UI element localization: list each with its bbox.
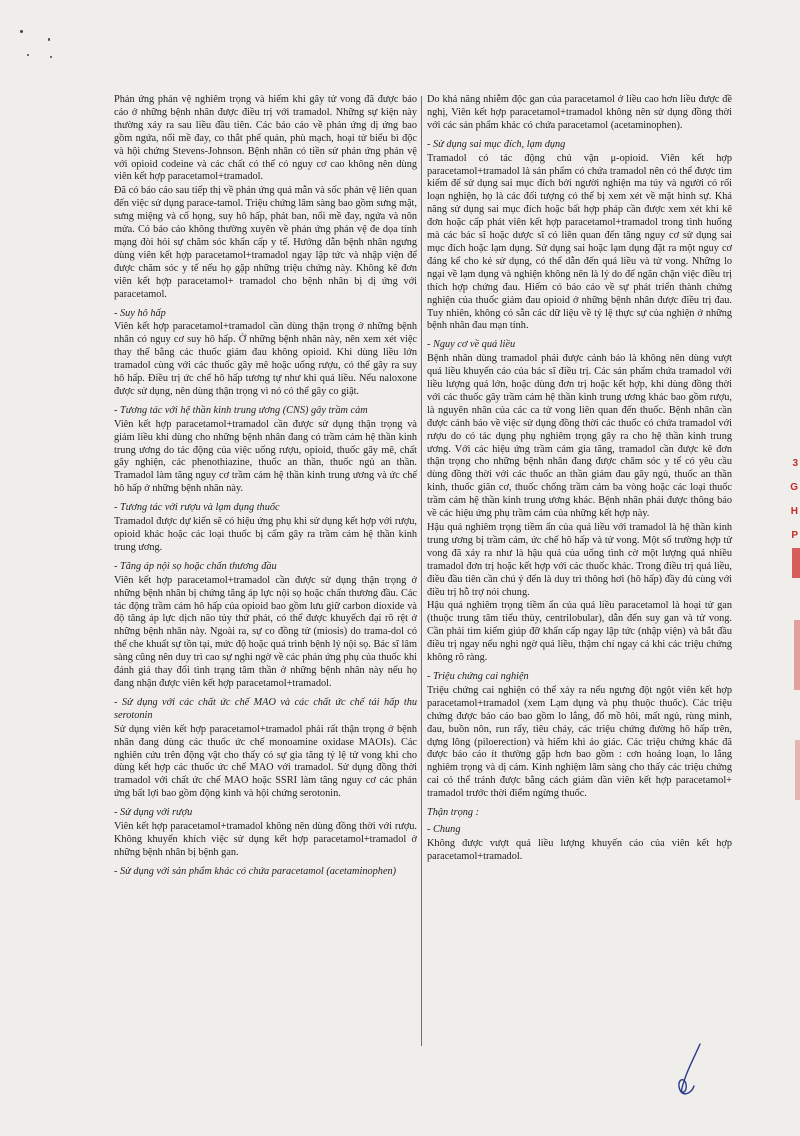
- section-heading: - Sử dụng với các chất ức chế MAO và các chất ức chế tái hấp thu serotonin: [114, 696, 417, 721]
- section-heading: - Nguy cơ về quá liều: [427, 339, 516, 351]
- paragraph: Sử dụng viên kết hợp paracetamol+tramadol phải rất thận trọng ở bệnh nhân đang dùng các thuốc ức chế monoamine oxidase MAOIs). Các nghiên cứu trên động vật cho thấy có sự gia tăng tỷ lệ tử vong khi cho dùng kết hợp các thuốc ức chế MAO với tramadol. Sử dụng đồng thời tramadol với chất ức chế MAO hoặc SSRI làm tăng nguy cơ các phản ứng bất lợi bao gồm động kinh và hội chứng serotonin.: [114, 723, 417, 800]
- section-heading: - Tương tác với rượu và lạm dụng thuốc: [114, 502, 280, 514]
- left-text-column: [114, 94, 417, 880]
- section-heading: Thận trọng :: [427, 807, 480, 819]
- paragraph: Đã có báo cáo sau tiếp thị về phản ứng quá mẫn và sốc phản vệ liên quan đến việc sử dụng parace-tamol. Triệu chứng lâm sàng bao gồm sưng mặt, sưng miệng và cổ họng, suy hô hấp, phát ban, nổi mề đay, ngứa và nôn mửa. Có báo cáo không thường xuyên về phản ứng phản vệ đe dọa tính mạng đòi hỏi sự chăm sóc khẩn cấp y tế. Hướng dẫn bệnh nhân ngưng dùng viên kết hợp paracetamol+tramadol ngay lập tức và nhập viện để được chăm sóc y tế nếu họ gặp những triệu chứng này. Không kê đơn viên kết hợp paracetamol+ tramadol cho bệnh nhân bị dị ứng với paracetamol.: [114, 185, 417, 300]
- paragraph: Hậu quả nghiêm trọng tiềm ẩn của quá liều với tramadol là hệ thần kinh trung ương bị trầm cảm, ức chế hô hấp và tử vong. Một số trường hợp tử vong đã xảy ra như là hậu quả của uống tình cờ một lượng quá nhiều tramadol đơn trị hoặc kết hợp với các thuốc khác. Trong điều trị quá liều, điều đầu tiên cần chú ý đến là duy trì thông hơi (hô hấp) đầy đủ cùng với điều trị hỗ trợ nói chung.: [427, 522, 732, 598]
- sub-heading: - Chung: [427, 823, 461, 835]
- paragraph: Phản ứng phản vệ nghiêm trọng và hiếm khi gây tử vong đã được báo cáo ở những bệnh nhân được điều trị với tramadol. Những sự kiện này thường xảy ra sau liều đầu tiên. Các báo cáo về phản ứng dị ứng bao gồm ngứa, nổi mề đay, co thắt phế quản, phù mạch, hoại tử biểu bì độc và hội chứng Stevens-Johnson. Bệnh nhân có tiền sử phản ứng phản vệ với opioid codeine và các chất có thể có nguy cơ cao không nên dùng viên kết hợp paracetamol+tramadol.: [114, 94, 417, 183]
- section-heading: - Sử dụng sai mục đích, lạm dụng: [427, 138, 566, 150]
- section-heading: - Sử dụng với sản phẩm khác có chứa paracetamol (acetaminophen): [114, 865, 397, 877]
- red-stamp-edge: [786, 440, 800, 840]
- section-heading: - Sử dụng với rượu: [114, 807, 193, 819]
- paragraph: Tramadol có tác động chủ vận μ-opioid. Viên kết hợp paracetamol+tramadol là sản phẩm có chứa tramadol nên có thể được tìm kiếm để sử dụng sai mục đích bởi người nghiện ma túy và người có rối loạn nghiện, họ là các đối tượng có thể bị xem xét về mặt hình sự. Khả năng sử dụng sai mục đích hoặc bất hợp pháp cần được xem xét khi kê đơn hoặc cấp phát viên kết hợp paracetamol+tramadol trong tình huống mà các bác sĩ hoặc dược sĩ có liên quan đến tăng nguy cơ sử dụng sai mục đích hoặc lạm dụng. Sử dụng sai hoặc lạm dụng đặt ra một nguy cơ đáng kể cho kẻ sử dụng, có thể dẫn đến quá liều và tử vong. Những lo ngại về lạm dụng và nghiện không nên là lý do để ngăn chặn việc điều trị thích hợp chứng đau. Hiếm có báo cáo về sự phát triển thành chứng nghiện của thuốc giảm đau opioid ở những bệnh nhân được điều trị đau. Tuy nhiên, không có sẵn các dữ liệu về tỷ lệ thực sự của nghiện ở những bệnh nhân đau mạn tính.: [427, 152, 732, 332]
- paragraph: Viên kết hợp paracetamol+tramadol cần được sử dụng thận trọng ở những bệnh nhân bị chứng tăng áp lực nội sọ hoặc chấn thương đầu. Các tác động trầm cảm hô hấp của opioid bao gồm lưu giữ carbon dioxide và độ tăng áp lực dịch não tủy thứ phát, có thể được khuyếch đại rõ rệt ở những bệnh nhân này. Ngoài ra, sự co đồng tử (miosis) do trama-dol có thể che khuất sự tồn tại, mức độ hoặc quá trình bệnh lý nội sọ. Bác sĩ lâm sàng cũng nên duy trì cao sự nghi ngờ về các phản ứng phụ của thuốc khi đánh giá thay đổi tình trạng tâm thần ở những bệnh nhân này nếu họ đang nhận được viên kết hợp paracetamol+tramadol.: [114, 574, 417, 689]
- paragraph: Hậu quả nghiêm trọng tiềm ẩn của quá liều paracetamol là hoại tử gan (thuộc trung tâm tiểu thùy, centrilobular), dẫn đến suy gan và tử vong. Cần phải tìm kiếm giúp đỡ khẩn cấp ngay lập tức (nhập viện) và bắt đầu điều trị ngay nếu nghi ngờ quá liều, thậm chí ngay cả khi các triệu chứng không rõ ràng.: [427, 600, 732, 664]
- section-heading: - Tương tác với hệ thần kinh trung ương (CNS) gây trầm cảm: [114, 404, 368, 416]
- paragraph: Viên kết hợp paracetamol+tramadol không nên dùng đồng thời với rượu. Không khuyến khích việc sử dụng kết hợp paracetamol+tramadol ở những bệnh nhân bị bệnh gan.: [114, 821, 417, 858]
- section-heading: - Triệu chứng cai nghiện: [427, 670, 529, 682]
- section-heading: - Suy hô hấp: [114, 307, 166, 319]
- section-heading: - Tăng áp nội sọ hoặc chấn thương đầu: [114, 560, 277, 572]
- scan-speck: [50, 56, 52, 58]
- edge-mark: G: [790, 482, 798, 493]
- paragraph: Bệnh nhân dùng tramadol phải được cảnh báo là không nên dùng vượt quá liều khuyến cáo của bác sĩ điều trị. Các sản phẩm chứa tramadol với liều lượng quá lớn, hoặc dùng đơn trị hoặc kết hợp, khi dùng đồng thời với các thuốc gây trầm cảm hệ thần kinh trung ương khác bao gồm rượu, là nguyên nhân của các ca tử vong liên quan đến thuốc. Bệnh nhân cần được cảnh báo về việc sử dụng đồng thời các thuốc có chứa tramadol với rượu do có tác dụng phụ nghiêm trọng gây ra cho hệ thần kinh trung ương. Với các hiệu ứng trầm cảm gia tăng, tramadol cần được kê đơn thận trọng cho những bệnh nhân đang được chăm sóc y tế có yêu cầu dùng đồng thời với các thuốc an thần giảm đau gây ngủ, thuốc an thần kinh, thuốc giãn cơ, thuốc chống trầm cảm ba vòng hoặc các loại thuốc trầm cảm hệ thần kinh trung ương khác. Bệnh nhân phải được thông báo về các hiệu ứng phụ trầm cảm của những kết hợp này.: [427, 353, 732, 520]
- paragraph: Viên kết hợp paracetamol+tramadol cần được sử dụng thận trọng và giảm liều khi dùng cho những bệnh nhân đang có trầm cảm hệ thần kinh trung ương do tác động của việc uống rượu, opioid, thuốc gây mê, chất gây nghiện, các phenothiazine, thuốc an thần, thuốc ngủ an thần. Tramadol làm tăng nguy cơ trầm cảm hệ thần kinh trung ương và ức chế hô hấp ở những bệnh nhân này.: [114, 418, 417, 495]
- stamp-fragment: [794, 620, 800, 690]
- right-text-column: [427, 94, 732, 865]
- stamp-fragment: [795, 740, 800, 800]
- scan-speck: [20, 30, 23, 33]
- column-divider: [421, 96, 422, 1046]
- paragraph: Không được vượt quá liều lượng khuyến cáo của viên kết hợp paracetamol+tramadol.: [427, 837, 732, 862]
- stamp-fragment: [792, 548, 800, 578]
- scan-speck: [48, 38, 50, 41]
- edge-mark: 3: [792, 458, 798, 469]
- scan-speck: [27, 54, 29, 56]
- paragraph: Viên kết hợp paracetamol+tramadol cần dùng thận trọng ở những bệnh nhân có nguy cơ suy hô hấp. Ở những bệnh nhân này, nên xem xét việc thay thế bằng các thuốc giảm đau không opioid. Khi dùng liều lớn tramadol cùng với các thuốc gây mê hoặc uống rượu, có thể gây ra suy hô hấp. Điều trị ức chế hô hấp tương tự như khi quá liều. Nếu naloxone được sử dụng, nên dùng thận trọng vì nó có thể gây co giật.: [114, 321, 417, 397]
- edge-mark: H: [790, 506, 798, 517]
- edge-mark: P: [791, 530, 798, 541]
- paragraph: Triệu chứng cai nghiện có thể xảy ra nếu ngưng đột ngột viên kết hợp paracetamol+tramadol (xem Lạm dụng và phụ thuộc thuốc). Các triệu chứng được báo cáo bao gồm lo lắng, đổ mồ hôi, mất ngủ, rùng mình, đau, buồn nôn, run rẩy, tiêu chảy, các triệu chứng đường hô hấp trên, dựng lông (piloerection) và hiếm khi ảo giác. Các triệu chứng khác đã được báo cáo ít thường gặp hơn bao gồm : cơn hoảng loạn, lo lắng nghiêm trọng và dị cảm. Kinh nghiệm lâm sàng cho thấy các triệu chứng cai có thể tránh được bằng cách giảm dần viên kết hợp paracetamol+ tramadol trước thời điểm ngừng thuốc.: [427, 684, 732, 800]
- paragraph: Do khả năng nhiễm độc gan của paracetamol ở liều cao hơn liều được đề nghị, Viên kết hợp paracetamol+tramadol không nên sử dụng đồng thời với các sản phẩm khác có chứa paracetamol (acetaminophen).: [427, 94, 732, 131]
- paragraph: Tramadol được dự kiến sẽ có hiệu ứng phụ khi sử dụng kết hợp với rượu, opioid khác hoặc các loại thuốc bị cấm gây ra trầm cảm hệ thần kinh trung ương.: [114, 516, 417, 553]
- signature-mark: [672, 1040, 712, 1100]
